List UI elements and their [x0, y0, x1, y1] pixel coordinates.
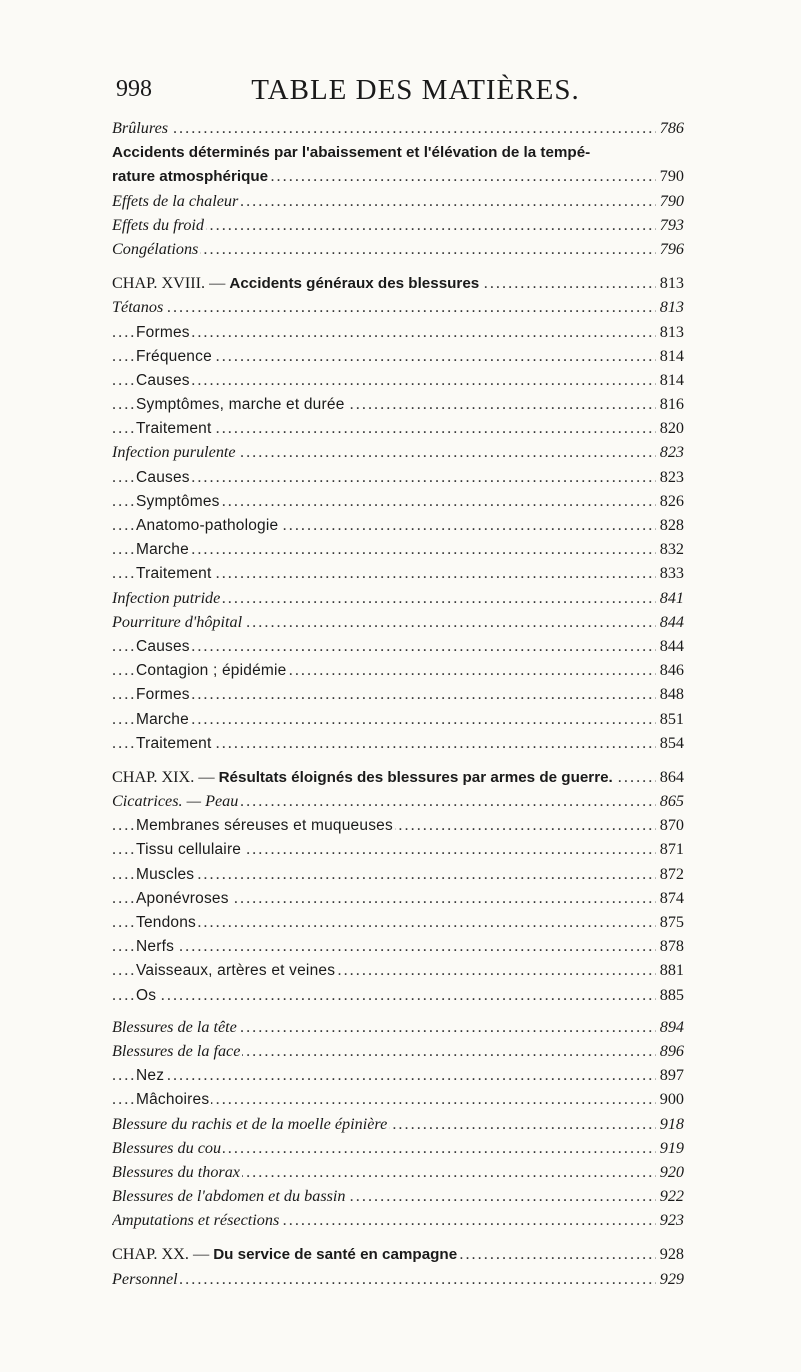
- toc-entry: Causes 844 . . .: [112, 634, 684, 658]
- toc-entry: Vaisseaux, artères et veines 881 . . .: [112, 958, 684, 982]
- toc-entry: Traitement 833 . . .: [112, 561, 684, 585]
- toc-entry: Causes 814 . . .: [112, 368, 684, 392]
- toc-entry: Blessures de la tête 894 . . .: [112, 1015, 684, 1039]
- toc-entry: Fréquence 814 . . .: [112, 344, 684, 368]
- toc-entry: Infection putride 841 . . .: [112, 586, 684, 610]
- toc-entry: Tissu cellulaire 871 . . .: [112, 837, 684, 861]
- toc-entry: Brûlures 786 . . .: [112, 116, 684, 140]
- toc-entry: Nerfs 878 . . .: [112, 934, 684, 958]
- toc-entry: Effets de la chaleur 790 . . .: [112, 189, 684, 213]
- toc-entry: Contagion ; épidémie 846 . . .: [112, 658, 684, 682]
- toc-entry: rature atmosphérique 790 . . .: [112, 164, 684, 188]
- page-title: TABLE DES MATIÈRES.: [251, 74, 580, 106]
- toc-chapter: CHAP. XIX. — Résultats éloignés des blessures par armes de guerre. 864 . . .: [112, 765, 684, 789]
- toc-entry: Symptômes 826 . . .: [112, 489, 684, 513]
- toc-entry: Traitement 820 . . .: [112, 416, 684, 440]
- toc-entry: Amputations et résections 923 . . .: [112, 1208, 684, 1232]
- toc-entry: Membranes séreuses et muqueuses 870 . . .: [112, 813, 684, 837]
- toc-entry: Symptômes, marche et durée 816 . . .: [112, 392, 684, 416]
- toc-entry: Blessures de la face 896 . . .: [112, 1039, 684, 1063]
- table-of-contents: [112, 116, 684, 1291]
- toc-entry: Aponévroses 874 . . .: [112, 886, 684, 910]
- toc-entry: Formes 813 . . .: [112, 320, 684, 344]
- page-header: [0, 74, 801, 110]
- toc-entry: Formes 848 . . .: [112, 682, 684, 706]
- toc-entry: Infection purulente 823 . . .: [112, 440, 684, 464]
- toc-entry: Nez 897 . . .: [112, 1063, 684, 1087]
- toc-entry: Causes 823 . . .: [112, 465, 684, 489]
- toc-entry: Tétanos 813 . . .: [112, 295, 684, 319]
- toc-chapter: CHAP. XVIII. — Accidents généraux des blessures 813 . . .: [112, 271, 684, 295]
- toc-entry: Accidents déterminés par l'abaissement et l'élévation de la tempé-: [112, 144, 591, 162]
- toc-entry: Pourriture d'hôpital 844 . . .: [112, 610, 684, 634]
- toc-entry: Blessures du thorax 920 . . .: [112, 1160, 684, 1184]
- toc-entry: Muscles 872 . . .: [112, 862, 684, 886]
- toc-entry: Traitement 854 . . .: [112, 731, 684, 755]
- toc-entry: Blessure du rachis et de la moelle épinière 918 . . .: [112, 1112, 684, 1136]
- toc-entry: Mâchoires 900 . . .: [112, 1087, 684, 1111]
- page-number: 998: [116, 76, 152, 102]
- toc-entry: Marche 832 . . .: [112, 537, 684, 561]
- toc-entry: Anatomo-pathologie 828 . . .: [112, 513, 684, 537]
- toc-entry: Marche 851 . . .: [112, 707, 684, 731]
- toc-entry: Congélations 796 . . .: [112, 237, 684, 261]
- toc-entry: Os 885 . . .: [112, 983, 684, 1007]
- toc-entry: Tendons 875 . . .: [112, 910, 684, 934]
- toc-entry: Blessures du cou 919 . . .: [112, 1136, 684, 1160]
- toc-entry: Effets du froid 793 . . .: [112, 213, 684, 237]
- toc-entry: Blessures de l'abdomen et du bassin 922 . . .: [112, 1184, 684, 1208]
- toc-chapter: CHAP. XX. — Du service de santé en campagne 928 . . .: [112, 1242, 684, 1266]
- toc-entry: Personnel 929 . . .: [112, 1267, 684, 1291]
- toc-entry: Cicatrices. — Peau 865 . . .: [112, 789, 684, 813]
